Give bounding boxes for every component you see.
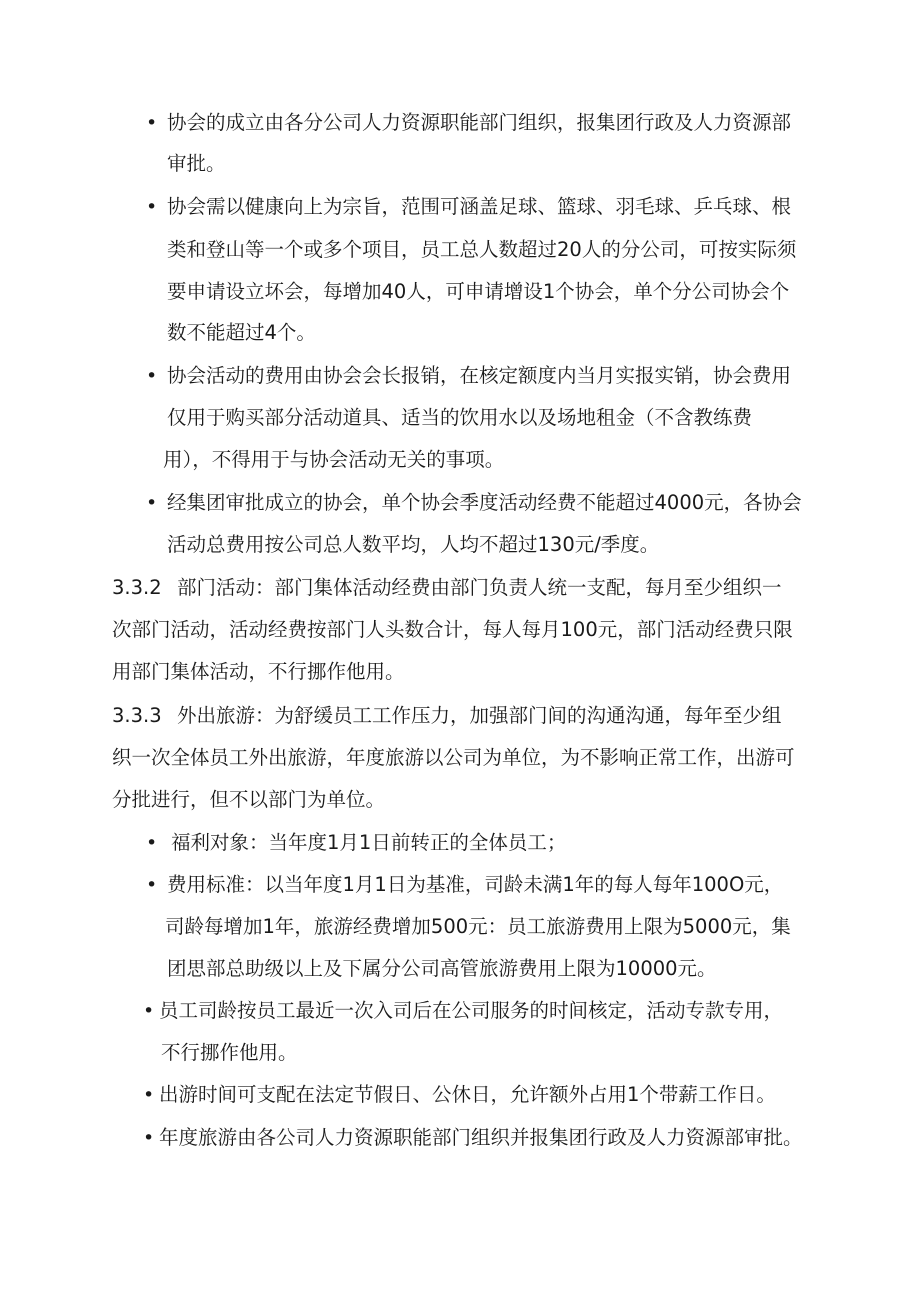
text-line: 仅用于购买部分活动道具、适当的饮用水以及场地租金（不含教练费 (167, 406, 753, 429)
bullet-dot: • (146, 112, 158, 134)
text-line: 次部门活动，活动经费按部门人头数合计，每人每月100元，部门活动经费只限 (112, 618, 793, 641)
bullet-dot: • (146, 832, 158, 854)
text-line: 年度旅游由各公司人力资源职能部门组织并报集团行政及人力资源部审批。 (159, 1126, 803, 1149)
bullet-dot: • (143, 1000, 155, 1022)
section-number: 3.3.3 (112, 704, 162, 727)
text-line: 不行挪作他用。 (161, 1041, 298, 1064)
text-line: 织一次全体员工外出旅游，年度旅游以公司为单位，为不影响正常工作，出游可 (112, 746, 795, 769)
text-line: 协会需以健康向上为宗旨，范围可涵盖足球、篮球、羽毛球、乒乓球、根 (167, 195, 792, 218)
text-line: 出游时间可支配在法定节假日、公休日，允许额外占用1个带薪工作日。 (159, 1083, 776, 1106)
text-line: 司龄每增加1年，旅游经费增加500元：员工旅游费用上限为5000元，集 (165, 915, 791, 938)
text-line: 员工司龄按员工最近一次入司后在公司服务的时间核定，活动专款专用， (159, 999, 784, 1022)
text-line: 要申请设立坏会，每增加40人，可申请增设1个协会，单个分公司协会个 (167, 280, 790, 303)
text-line: 活动总费用按公司总人数平均，人均不超过130元/季度。 (167, 533, 660, 556)
section-number: 3.3.2 (112, 576, 162, 599)
bullet-dot: • (146, 492, 158, 514)
text-line: 部门活动：部门集体活动经费由部门负责人统一支配，每月至少组织一 (177, 576, 782, 599)
text-line: 数不能超过4个。 (167, 321, 316, 344)
text-line: 用部门集体活动，不行挪作他用。 (112, 660, 405, 683)
bullet-dot: • (146, 874, 158, 896)
text-line: 协会活动的费用由协会会长报销，在核定额度内当月实报实销，协会费用 (167, 364, 792, 387)
text-line: 审批。 (167, 152, 226, 175)
bullet-dot: • (146, 196, 158, 218)
text-line: 协会的成立由各分公司人力资源职能部门组织，报集团行政及人力资源部 (167, 111, 792, 134)
text-line: 福利对象：当年度1月1日前转正的全体员工； (171, 831, 567, 854)
bullet-dot: • (143, 1127, 155, 1149)
bullet-dot: • (143, 1084, 155, 1106)
text-line: 外出旅游：为舒缓员工工作压力，加强部门间的沟通沟通，每年至少组 (177, 704, 782, 727)
text-line: 类和登山等一个或多个项目，员工总人数超过20人的分公司，可按实际须 (167, 238, 797, 261)
text-line: 经集团审批成立的协会，单个协会季度活动经费不能超过4000元，各协会 (167, 491, 802, 514)
text-line: 用），不得用于与协会活动无关的事项。 (163, 448, 505, 471)
text-line: 团思部总助级以上及下属分公司高管旅游费用上限为10000元。 (167, 957, 717, 980)
bullet-dot: • (146, 365, 158, 387)
text-line: 费用标准：以当年度1月1日为基准，司龄未满1年的每人每年100O元， (167, 873, 784, 896)
text-line: 分批进行，但不以部门为单位。 (112, 788, 386, 811)
